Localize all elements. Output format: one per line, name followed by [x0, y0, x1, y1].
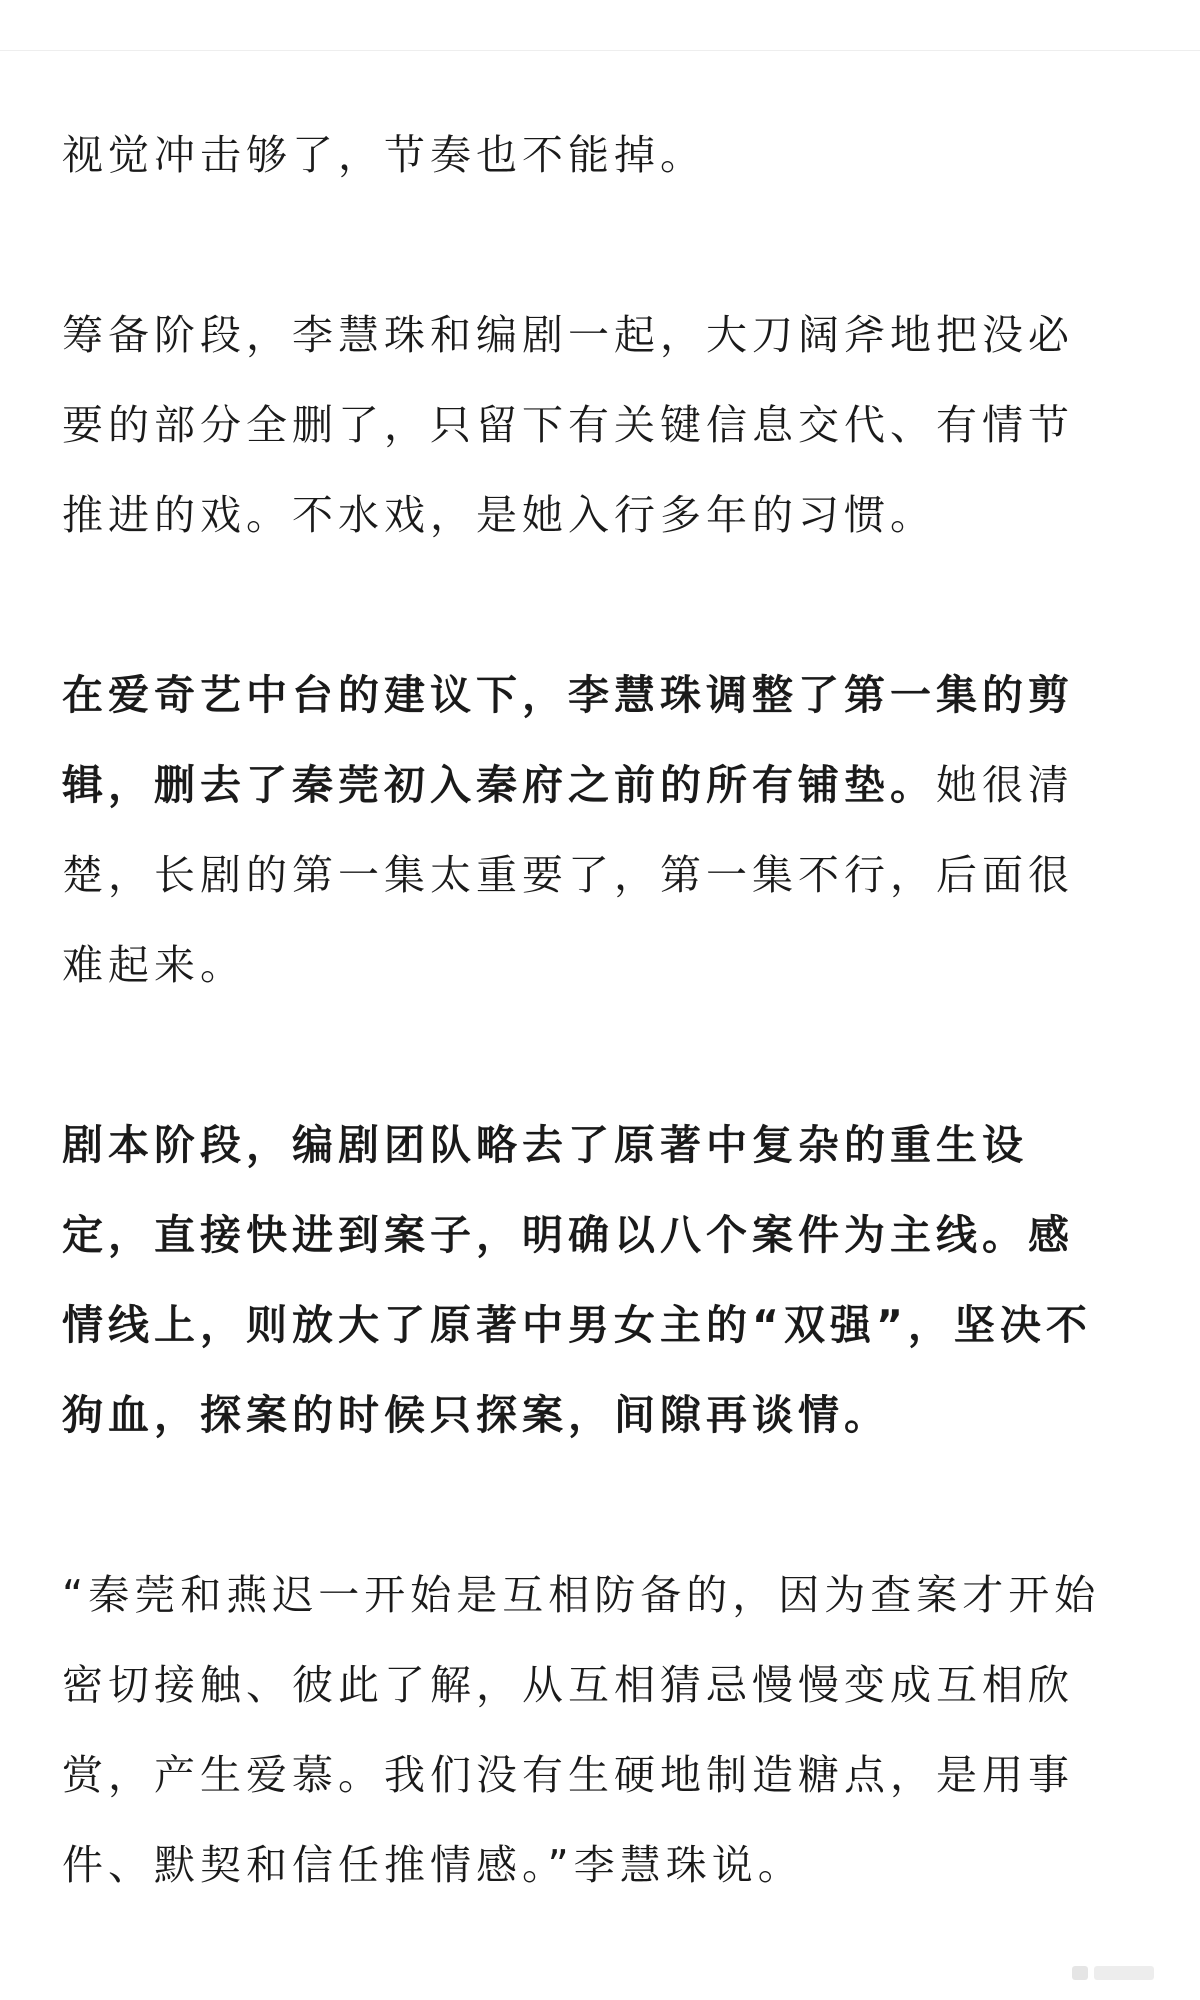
text-line: 密切接触、彼此了解，从互相猜忌慢慢变成互相欣 — [62, 1661, 1074, 1709]
bold-text-line: 狗血，探案的时候只探案，间隙再谈情。 — [62, 1391, 890, 1439]
text-line: 视觉冲击够了，节奏也不能掉。 — [62, 131, 706, 179]
mixed-text-line — [62, 740, 1142, 830]
text-line: 楚，长剧的第一集太重要了，第一集不行，后面很 — [62, 851, 1074, 899]
text-line: 赏，产生爱慕。我们没有生硬地制造糖点，是用事 — [62, 1751, 1074, 1799]
text-line: 要的部分全删了，只留下有关键信息交代、有情节 — [62, 401, 1074, 449]
bold-text-line: 定，直接快进到案子，明确以八个案件为主线。感 — [62, 1211, 1074, 1259]
paragraph-4-bold — [62, 1100, 1142, 1460]
watermark-icon — [1070, 1960, 1160, 1986]
article-body — [62, 110, 1142, 2000]
top-divider — [0, 50, 1200, 51]
paragraph-2 — [62, 290, 1142, 560]
bold-text-line: 剧本阶段，编剧团队略去了原著中复杂的重生设 — [62, 1121, 1028, 1169]
text-line: 件、默契和信任推情感。”李慧珠说。 — [62, 1841, 804, 1889]
bold-text-span: 辑，删去了秦莞初入秦府之前的所有铺垫。 — [62, 761, 936, 809]
text-line: 筹备阶段，李慧珠和编剧一起，大刀阔斧地把没必 — [62, 311, 1074, 359]
normal-text-span: 她很清 — [936, 761, 1074, 809]
paragraph-3 — [62, 650, 1142, 1010]
text-line: 难起来。 — [62, 941, 246, 989]
paragraph-1 — [62, 110, 1142, 200]
text-line: 推进的戏。不水戏，是她入行多年的习惯。 — [62, 491, 936, 539]
paragraph-5-quote — [62, 1550, 1142, 1910]
bold-text-line: 在爱奇艺中台的建议下，李慧珠调整了第一集的剪 — [62, 671, 1074, 719]
bold-text-line: 情线上，则放大了原著中男女主的“双强”，坚决不 — [62, 1301, 1092, 1349]
text-line: “秦莞和燕迟一开始是互相防备的，因为查案才开始 — [62, 1571, 1101, 1619]
